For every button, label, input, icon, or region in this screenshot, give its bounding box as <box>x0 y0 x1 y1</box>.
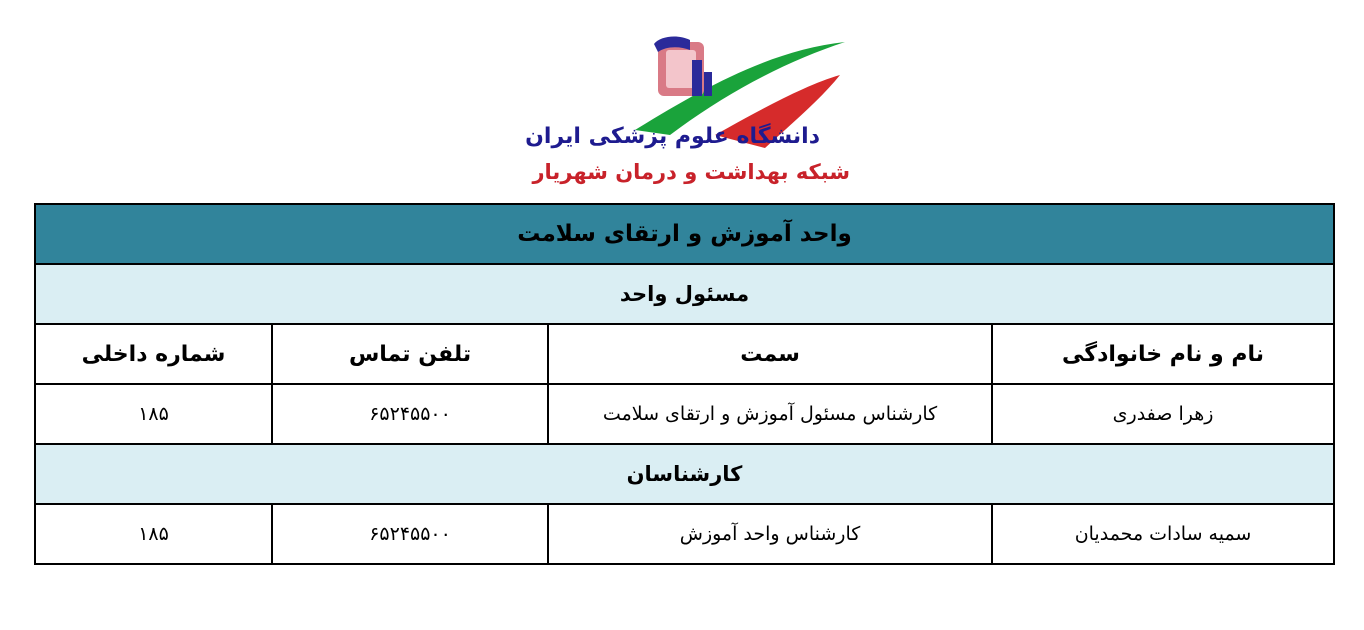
logo-university-name: دانشگاه علوم پزشکی ایران <box>525 124 820 149</box>
table-title-row <box>35 204 1334 264</box>
cell-extension: ۱۸۵ <box>35 384 272 444</box>
column-header-phone: تلفن تماس <box>272 324 548 384</box>
cell-extension: ۱۸۵ <box>35 504 272 564</box>
cell-phone: ۶۵۲۴۵۵۰۰ <box>272 504 548 564</box>
cell-name: سمیه سادات محمدیان <box>992 504 1334 564</box>
staff-table <box>34 203 1335 565</box>
column-header-extension: شماره داخلی <box>35 324 272 384</box>
column-header-position: سمت <box>548 324 992 384</box>
section-row-staff <box>35 444 1334 504</box>
cell-phone: ۶۵۲۴۵۵۰۰ <box>272 384 548 444</box>
section-title-head: مسئول واحد <box>35 264 1334 324</box>
cell-name: زهرا صفدری <box>992 384 1334 444</box>
cell-position: کارشناس مسئول آموزش و ارتقای سلامت <box>548 384 992 444</box>
table-row <box>35 504 1334 564</box>
column-header-name: نام و نام خانوادگی <box>992 324 1334 384</box>
section-title-staff: کارشناسان <box>35 444 1334 504</box>
university-logo <box>525 30 860 184</box>
table-row <box>35 384 1334 444</box>
table-title: واحد آموزش و ارتقای سلامت <box>35 204 1334 264</box>
logo-emblem-icon <box>525 30 860 180</box>
column-header-row <box>35 324 1334 384</box>
section-row-head <box>35 264 1334 324</box>
cell-position: کارشناس واحد آموزش <box>548 504 992 564</box>
logo-network-name: شبکه بهداشت و درمان شهریار <box>532 160 850 184</box>
